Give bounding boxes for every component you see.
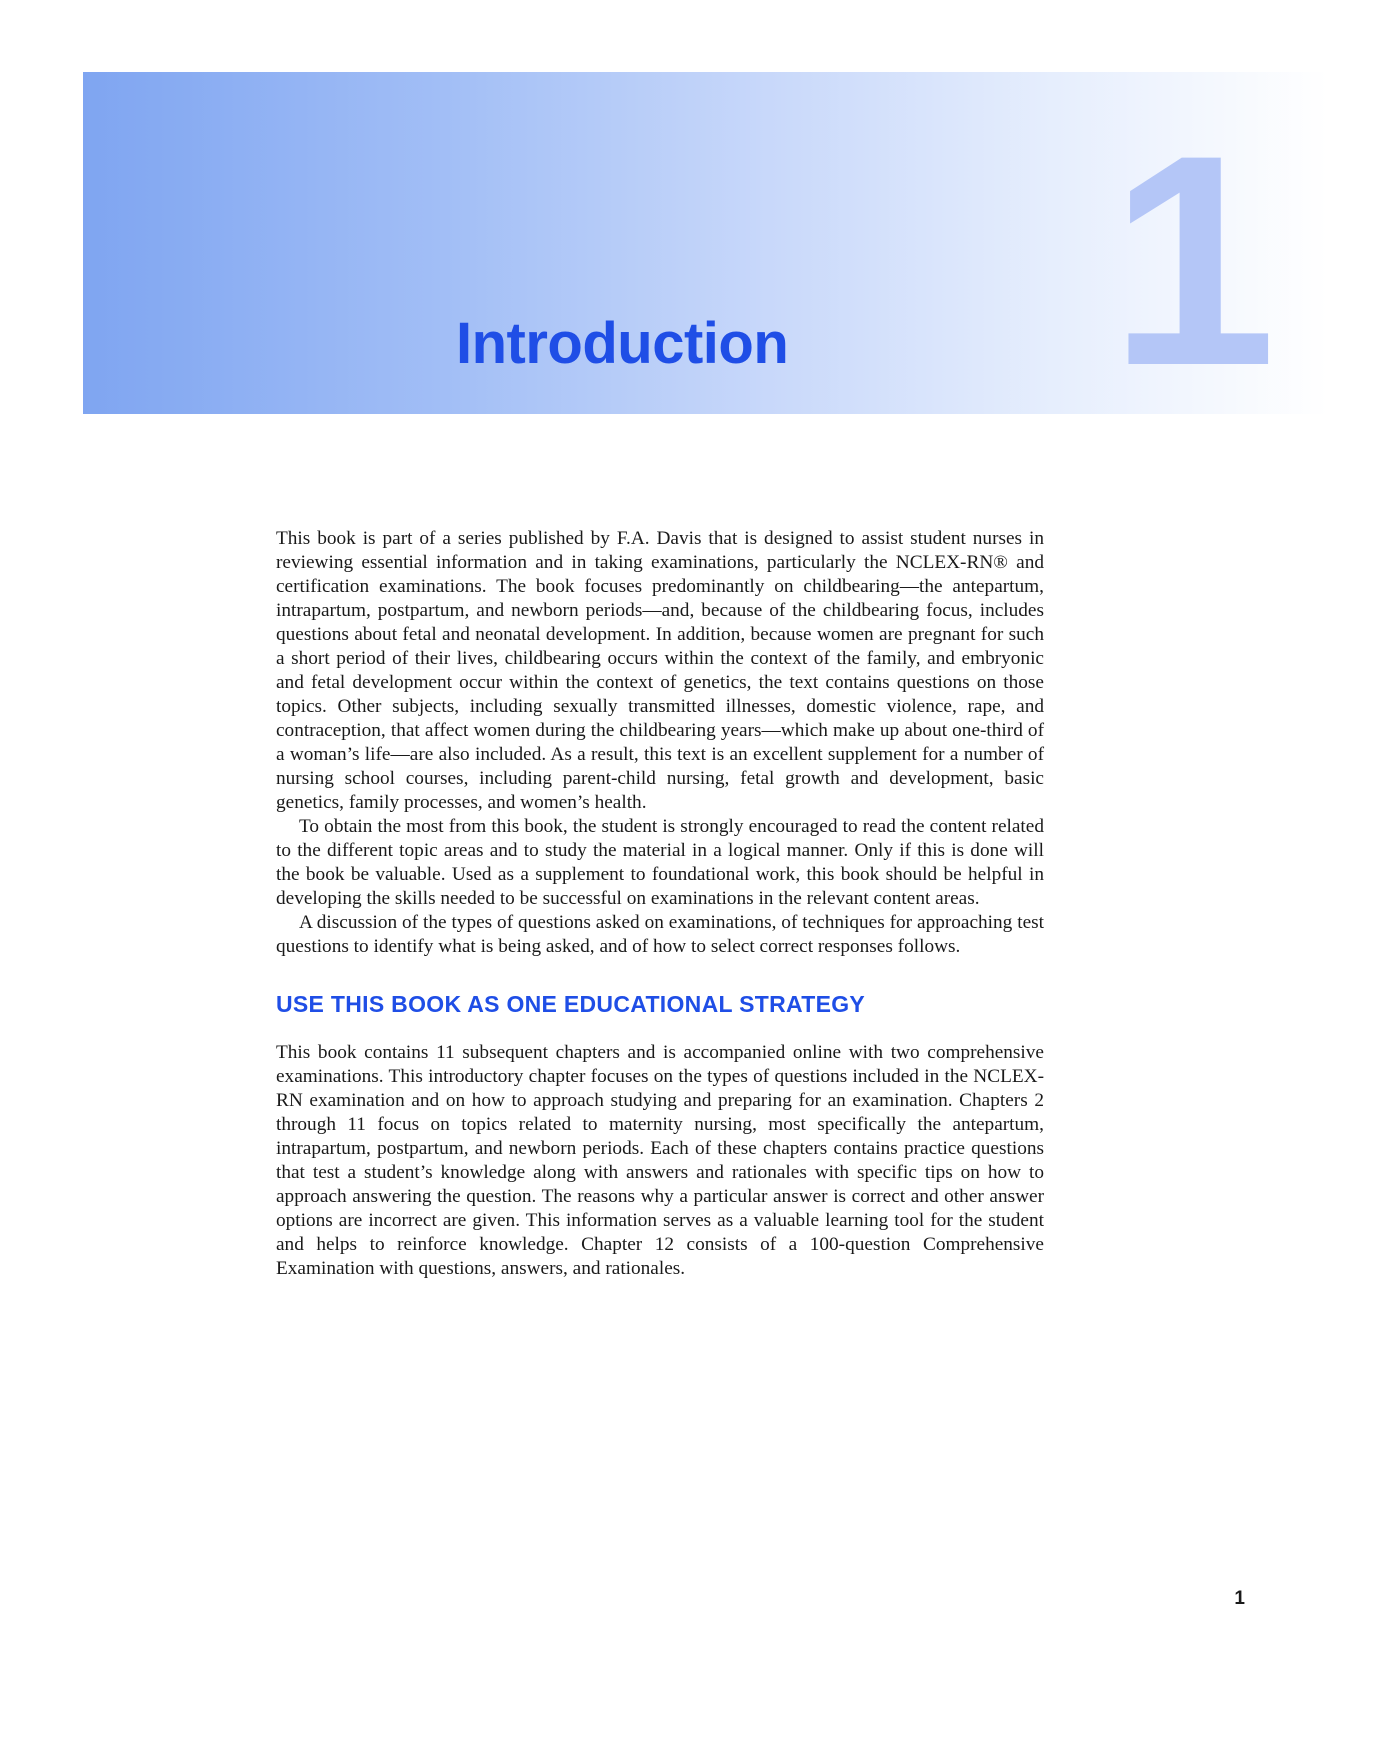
chapter-title: Introduction	[456, 311, 789, 376]
intro-paragraph-1: This book is part of a series published by F.A. Davis that is designed to assist student nurses in reviewing essential information and in taking examinations, particularly the NCLEX-RN® and certification examinations. The book focuses predominantly on childbearing—the antepartum, intrapartum, postpartum, and newborn periods—and, because of the childbearing focus, includes questions about fetal and neonatal development. In addition, because women are pregnant for such a short period of their lives, childbearing occurs within the context of the family, and embryonic and fetal development occur within the context of genetics, the text contains questions on those topics. Other subjects, including sexually transmitted illnesses, domestic violence, rape, and contraception, that affect women during the childbearing years—which make up about one-third of a woman’s life—are also included. As a result, this text is an excellent supplement for a number of nursing school courses, including parent-child nursing, fetal growth and development, basic genetics, family processes, and women’s health.	[276, 528, 1044, 813]
page-number: 1	[1234, 1588, 1245, 1609]
section-paragraph-1: This book contains 11 subsequent chapters and is accompanied online with two comprehensive examinations. This introductory chapter focuses on the types of questions included in the NCLEX-RN examination and on how to approach studying and preparing for an examination. Chapters 2 through 11 focus on topics related to maternity nursing, most specifically the antepartum, intrapartum, postpartum, and newborn periods. Each of these chapters contains practice questions that test a student’s knowledge along with answers and rationales with specific tips on how to approach answering the question. The reasons why a particular answer is correct and other answer options are incorrect are given. This information serves as a valuable learning tool for the student and helps to reinforce knowledge. Chapter 12 consists of a 100-question Comprehensive Examination with questions, answers, and rationales.	[276, 1042, 1044, 1279]
intro-paragraph-2: To obtain the most from this book, the student is strongly encouraged to read the content related to the different topic areas and to study the material in a logical manner. Only if this is done will the book be valuable. Used as a supplement to foundational work, this book should be helpful in developing the skills needed to be successful on examinations in the relevant content areas.	[276, 816, 1044, 909]
intro-paragraph-3: A discussion of the types of questions asked on examinations, of techniques for approaching test questions to identify what is being asked, and of how to select correct responses follows.	[276, 912, 1044, 957]
chapter-number: 1	[1109, 92, 1277, 414]
body-content	[276, 527, 1044, 1281]
section-heading: USE THIS BOOK AS ONE EDUCATIONAL STRATEGY	[276, 991, 866, 1017]
chapter-banner	[83, 72, 1328, 414]
